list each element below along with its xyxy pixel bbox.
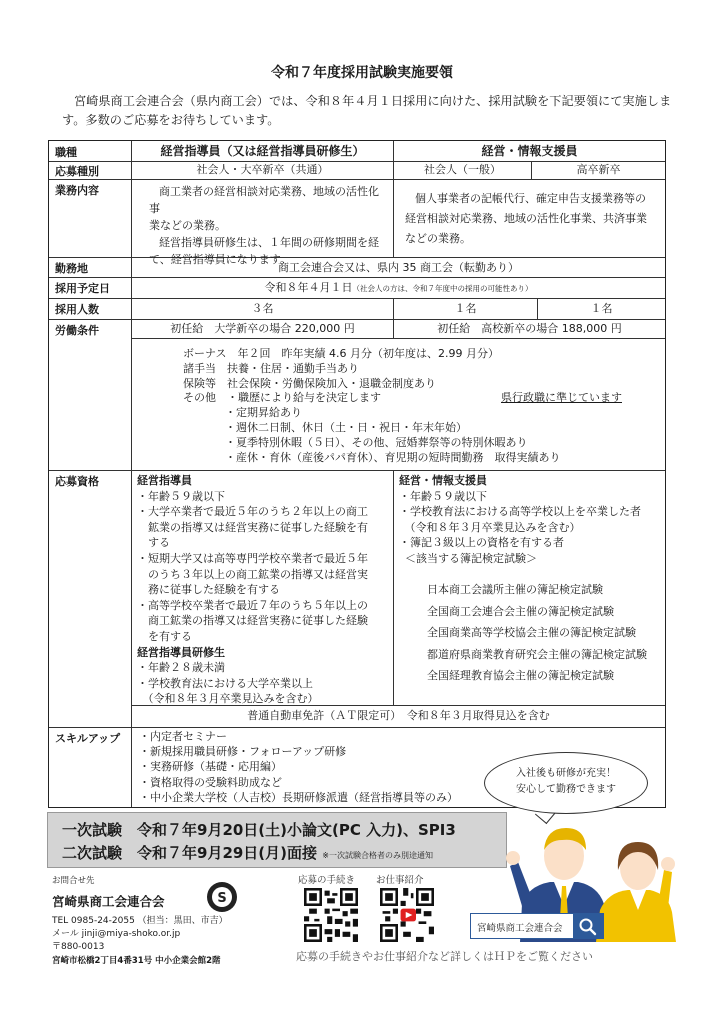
count-advisor: ３名 <box>251 302 274 315</box>
contact-box: お問合せ先 宮崎県商工会連合会 TEL 0985-24-2055 （担当：黒田、市吉） メール jinji@miya-shoko.or.jp 〒880-0013 宮崎市松橋2丁目4番31号 中小企業会館2階 <box>52 874 280 966</box>
qual-exam-list: 日本商工会議所主催の簿記検定試験 全国商工会連合会主催の簿記検定試験 全国商業高等学校協会主催の簿記検定試験 都道府県商業教育研究会主催の簿記検定試験 全国経理教育協会主催の簿記検定試験 <box>427 583 647 682</box>
label-skillup: スキルアップ <box>55 732 121 745</box>
exam-schedule <box>47 812 507 868</box>
license-requirement: 普通自動車免許（ＡＴ限定可） 令和８年３月取得見込を含む <box>247 709 550 722</box>
job-advisor: 経営指導員（又は経営指導員研修生） <box>160 144 365 158</box>
contact-zip: 〒880-0013 <box>52 942 105 952</box>
duties-support: 個人事業者の記帳代行、確定申告支援業務等の 経営相談対応業務、地域の活性化事業、共済事業 などの業務。 <box>405 192 647 245</box>
label-duties: 業務内容 <box>55 184 99 197</box>
qual-support: 経営・情報支援員 ・年齢５９歳以下 ・学校教育法における高等学校以上を卒業した者 （令和８年３月卒業見込みを含む） ・簿記３級以上の資格を有する者 ＜該当する簿記検定試験＞ <box>399 474 641 565</box>
label-conditions: 労働条件 <box>55 324 99 337</box>
gear-logo-icon <box>205 880 239 914</box>
label-start-date: 採用予定日 <box>55 282 110 295</box>
contact-mail[interactable]: メール jinji@miya-shoko.or.jp <box>52 929 181 939</box>
conditions-note: 県行政職に準じています <box>501 391 622 404</box>
count-support-general: １名 <box>454 302 477 315</box>
salary-advisor: 初任給 大学新卒の場合 220,000 円 <box>170 322 355 335</box>
salary-support: 初任給 高校新卒の場合 188,000 円 <box>437 322 622 335</box>
search-button[interactable] <box>573 914 603 938</box>
exam-second: 二次試験 令和７年9月29日(月)面接 ※一次試験合格者のみ別途通知 <box>62 844 433 862</box>
speech-bubble: 入社後も研修が充実！ 安心して勤務できます <box>484 752 648 814</box>
qr-label-apply: 応募の手続き <box>298 875 356 886</box>
label-count: 採用人数 <box>55 303 99 316</box>
intro-text: 宮崎県商工会連合会（県内商工会）では、令和８年４月１日採用に向けた、採用試験を下記要領にて実施します。多数のご応募をお待ちしています。 <box>62 94 672 127</box>
bottom-note: 応募の手続きやお仕事紹介など詳しくはＨＰをご覧ください <box>296 950 593 963</box>
search-icon <box>573 914 603 938</box>
search-box[interactable] <box>470 913 604 939</box>
qr-code-work[interactable] <box>380 888 434 942</box>
search-text: 宮崎県商工会連合会 <box>477 923 563 934</box>
label-job: 職種 <box>55 146 77 159</box>
job-support: 経営・情報支援員 <box>481 144 578 158</box>
contact-org: 宮崎県商工会連合会 <box>52 894 165 909</box>
qr-label-work: お仕事紹介 <box>376 875 424 886</box>
type-support-graduate: 高卒新卒 <box>576 163 621 176</box>
page-title: 令和７年度採用試験実施要領 <box>271 65 453 81</box>
qual-advisor: 経営指導員 ・年齢５９歳以下 ・大学卒業者で最近５年のうち２年以上の商工 鉱業の指導又は経営実務に従事した経験を有 する ・短期大学又は高等専門学校卒業者で最近５年 のうち３年以上の商工鉱業の指導又は経営実 務に従事した経験を有する ・高等学校卒業者で最近７年のうち５年以上の 商工鉱業の指導又は経営実務に従事した経験 を有する 経営指導員研修生 ・年齢２８歳未満 ・学校教育法における大学卒業以上 （令和８年３月卒業見込みを含む） <box>137 474 368 706</box>
exam-first: 一次試験 令和７年9月20日(土)小論文(PC 入力)、SPI3 <box>62 821 456 839</box>
type-advisor: 社会人・大卒新卒（共通） <box>196 163 329 176</box>
type-support-general: 社会人（一般） <box>424 163 501 176</box>
label-type: 応募種別 <box>55 165 99 178</box>
contact-tel[interactable]: TEL 0985-24-2055 （担当：黒田、市吉） <box>52 916 228 926</box>
skillup-list: ・内定者セミナー ・新規採用職員研修・フォローアップ研修 ・実務研修（基礎・応用編） ・資格取得の受験料助成など ・中小企業大学校（人吉校）長期研修派遣（経営指導員等のみ） <box>139 730 458 804</box>
location-value: 商工会連合会又は、県内 35 商工会（転勤あり） <box>278 261 519 274</box>
recruitment-table <box>48 140 666 808</box>
label-qualifications: 応募資格 <box>55 475 99 488</box>
svg-text:S: S <box>217 891 227 906</box>
conditions-list: ボーナス 年２回 昨年実績 4.6 月分（初年度は、2.99 月分） 諸手当 扶養・住居・通勤手当あり 保険等 社会保険・労働保険加入・退職金制度あり その他 ・職歴により給与を決定します ・定期昇給あり ・週休二日制、休日（土・日・祝日・年末年始） ・夏季特別休暇（５日）、その他、冠婚葬祭等の特別休暇あり ・産休・育休（産後パパ育休）、育児期の短時間勤務 取得実績あり <box>183 347 561 464</box>
start-date-value: 令和８年４月１日（社会人の方は、令和７年度中の採用の可能性あり） <box>264 281 533 294</box>
label-location: 勤務地 <box>55 262 88 275</box>
contact-address: 宮崎市松橋2丁目4番31号 中小企業会館2階 <box>52 956 221 966</box>
count-support-graduate: １名 <box>590 302 613 315</box>
duties-advisor: 商工業者の経営相談対応業務、地域の活性化事 業などの業務。 経営指導員研修生は、１年間の研修期間を経 て、経営指導員になります。 <box>149 185 379 266</box>
qr-code-apply[interactable] <box>304 888 358 942</box>
